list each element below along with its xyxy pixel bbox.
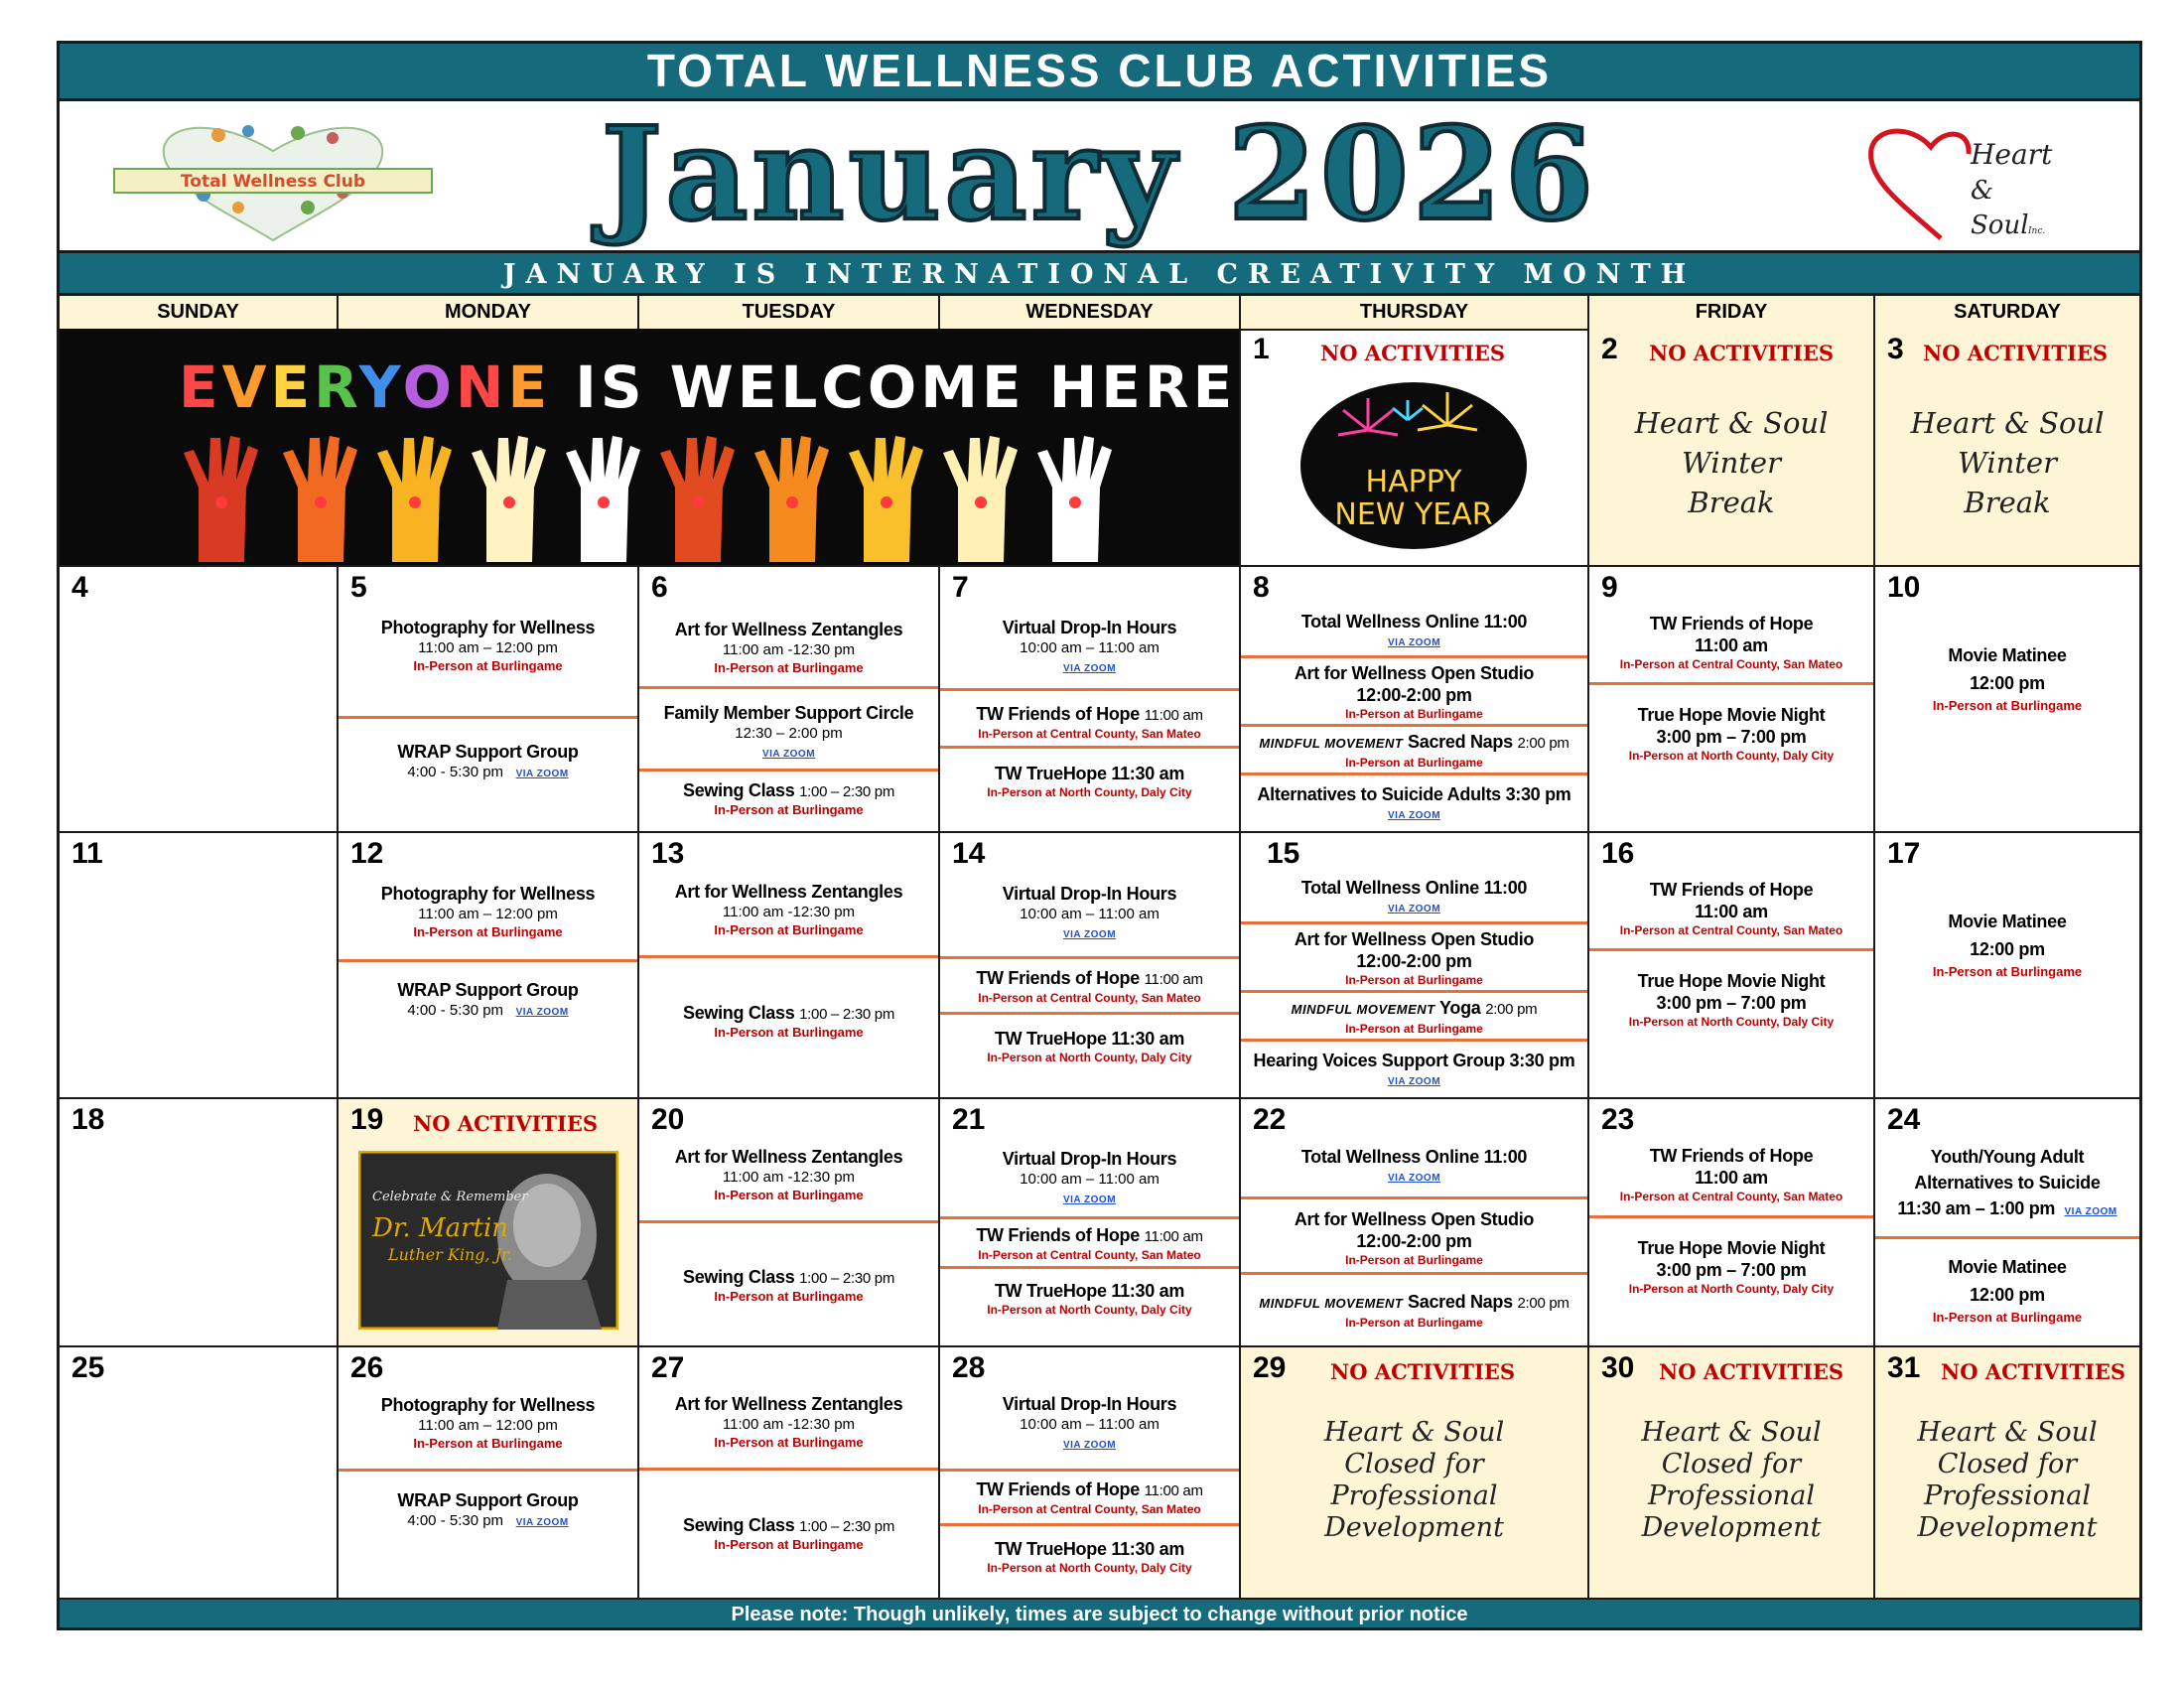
event-sewing: Sewing Class 1:00 – 2:30 pm In-Person at Burlingame [682, 1515, 895, 1552]
event-photography: Photography for Wellness 11:00 am – 12:00 pm In-Person at Burlingame [380, 1395, 596, 1451]
day-number: 25 [71, 1351, 105, 1384]
event-divider [940, 956, 1239, 959]
event-mindful-movement-naps: MINDFUL MOVEMENT Sacred Naps 2:00 pm In-Person at Burlingame [1259, 732, 1570, 770]
event-art-open-studio: Art for Wellness Open Studio 12:00-2:00 pm In-Person at Burlingame [1294, 929, 1535, 987]
day-number: 24 [1887, 1103, 1921, 1136]
day-cell-19 [339, 1099, 639, 1345]
day-cell-23 [1589, 1099, 1875, 1345]
event-tw-truehope: TW TrueHope 11:30 am In-Person at North County, Daly City [987, 1029, 1192, 1064]
weekday-thursday: THURSDAY [1241, 296, 1589, 329]
day-cell-6 [639, 567, 940, 831]
event-virtual-drop-in: Virtual Drop-In Hours 10:00 am – 11:00 am VIA ZOOM [1002, 1394, 1177, 1451]
day-number: 13 [651, 837, 685, 870]
day-number: 30 [1601, 1351, 1635, 1384]
day-cell-11 [60, 833, 339, 1097]
event-tw-friends-of-hope: TW Friends of Hope 11:00 am In-Person at Central County, San Mateo [1619, 880, 1843, 937]
day-cell-27 [639, 1347, 940, 1599]
day-cell-21 [940, 1099, 1241, 1345]
day-number: 17 [1887, 837, 1921, 870]
event-art-open-studio: Art for Wellness Open Studio 12:00-2:00 pm In-Person at Burlingame [1294, 1209, 1535, 1267]
event-truehope-movie-night: True Hope Movie Night 3:00 pm – 7:00 pm In-Person at North County, Daly City [1628, 971, 1835, 1029]
day-cell-31 [1875, 1347, 2139, 1599]
welcome-text: EVERYONE IS WELCOME HERE [179, 353, 1237, 421]
happy-text: HAPPY [1365, 465, 1462, 499]
via-zoom-link[interactable]: VIA ZOOM [515, 1007, 569, 1018]
day-cell-12 [339, 833, 639, 1097]
day-cell-26 [339, 1347, 639, 1599]
event-sewing: Sewing Class 1:00 – 2:30 pm In-Person at Burlingame [682, 1267, 895, 1304]
via-zoom-link[interactable]: VIA ZOOM [761, 749, 816, 760]
day-cell-30 [1589, 1347, 1875, 1599]
event-virtual-drop-in: Virtual Drop-In Hours 10:00 am – 11:00 am VIA ZOOM [1002, 1149, 1177, 1205]
mlk-line-1: Celebrate & Remember [372, 1190, 528, 1204]
event-total-wellness-online: Total Wellness Online 11:00 VIA ZOOM [1300, 612, 1528, 648]
logo-text: Total Wellness Club [180, 172, 366, 192]
event-divider [1241, 990, 1587, 993]
event-divider [1241, 921, 1587, 924]
day-cell-8 [1241, 567, 1589, 831]
day-cell-28 [940, 1347, 1241, 1599]
winter-break-line-3: Break [1688, 486, 1775, 519]
event-divider [940, 746, 1239, 749]
event-movie-matinee: Movie Matinee 12:00 pm In-Person at Burlingame [1932, 645, 2083, 713]
event-virtual-drop-in: Virtual Drop-In Hours 10:00 am – 11:00 am VIA ZOOM [1002, 884, 1177, 940]
no-activities-label: NO ACTIVITIES [1330, 1359, 1515, 1384]
logo-soul-text: Soul [1971, 211, 2029, 240]
weekday-tuesday: TUESDAY [639, 296, 940, 329]
event-divider [639, 1220, 938, 1223]
logo-inc-text: Inc. [2028, 226, 2046, 236]
weekday-monday: MONDAY [339, 296, 639, 329]
day-number: 31 [1887, 1351, 1921, 1384]
day-cell-7 [940, 567, 1241, 831]
day-number: 26 [350, 1351, 384, 1384]
event-tw-friends-of-hope: TW Friends of Hope 11:00 am In-Person at Central County, San Mateo [1619, 614, 1843, 671]
day-cell-22 [1241, 1099, 1589, 1345]
day-number: 8 [1253, 571, 1270, 604]
footer-notice: Please note: Though unlikely, times are subject to change without prior notice [60, 1598, 2139, 1627]
via-zoom-link[interactable]: VIA ZOOM [1062, 663, 1117, 674]
event-divider [1241, 655, 1587, 658]
day-number: 23 [1601, 1103, 1635, 1136]
event-mindful-movement-yoga: MINDFUL MOVEMENT Yoga 2:00 pm In-Person at Burlingame [1291, 998, 1538, 1036]
via-zoom-link[interactable]: VIA ZOOM [1062, 929, 1117, 940]
day-number: 28 [952, 1351, 986, 1384]
day-cell-17 [1875, 833, 2139, 1097]
weekday-friday: FRIDAY [1589, 296, 1875, 329]
event-divider [1241, 1196, 1587, 1199]
day-number: 22 [1253, 1103, 1287, 1136]
winter-break-line-3: Break [1964, 486, 2051, 519]
no-activities-label: NO ACTIVITIES [1923, 341, 2108, 365]
week-row-4 [60, 1099, 2139, 1347]
event-tw-friends-of-hope: TW Friends of Hope 11:00 am In-Person at Central County, San Mateo [976, 1479, 1203, 1516]
mlk-line-3: Luther King, Jr. [388, 1245, 513, 1264]
week-row-1 [60, 329, 2139, 567]
event-alternatives-to-suicide: Alternatives to Suicide Adults 3:30 pm VIA ZOOM [1257, 784, 1571, 821]
event-tw-truehope: TW TrueHope 11:30 am In-Person at North County, Daly City [987, 764, 1192, 799]
closed-line-1: Heart & Soul [1323, 1417, 1505, 1448]
event-divider [940, 1266, 1239, 1269]
day-cell-16 [1589, 833, 1875, 1097]
event-divider [1241, 773, 1587, 775]
event-divider [639, 1468, 938, 1471]
event-divider [940, 1216, 1239, 1219]
event-divider [339, 959, 637, 962]
day-number: 19 [350, 1103, 384, 1136]
day-cell-14 [940, 833, 1241, 1097]
mlk-commemoration-image [358, 1151, 618, 1330]
day-number: 4 [71, 571, 88, 604]
month-title: January 2026 [601, 100, 1598, 249]
event-sewing: Sewing Class 1:00 – 2:30 pm In-Person at Burlingame [682, 780, 895, 817]
event-movie-matinee: Movie Matinee 12:00 pm In-Person at Burlingame [1932, 912, 2083, 979]
day-number: 9 [1601, 571, 1618, 604]
event-art-zentangles: Art for Wellness Zentangles 11:00 am -12:30 pm In-Person at Burlingame [674, 1394, 903, 1450]
event-wrap-support: WRAP Support Group 4:00 - 5:30 pm VIA ZOOM [397, 980, 579, 1019]
via-zoom-link[interactable]: VIA ZOOM [1387, 904, 1441, 914]
event-youth-alternatives-to-suicide: Youth/Young Adult Alternatives to Suicide 11:30 am – 1:00 pm VIA ZOOM [1897, 1147, 2117, 1218]
day-cell-24 [1875, 1099, 2139, 1345]
day-number: 6 [651, 571, 668, 604]
day-cell-15 [1241, 833, 1589, 1097]
day-cell-10 [1875, 567, 2139, 831]
month-header [60, 98, 2139, 253]
creativity-month-banner: JANUARY IS INTERNATIONAL CREATIVITY MONTH [60, 253, 2139, 296]
event-tw-friends-of-hope: TW Friends of Hope 11:00 am In-Person at Central County, San Mateo [976, 968, 1203, 1005]
closed-line-2: Closed for [1661, 1449, 1802, 1479]
closed-line-2: Closed for [1344, 1449, 1484, 1479]
event-tw-truehope: TW TrueHope 11:30 am In-Person at North County, Daly City [987, 1281, 1192, 1317]
weekday-wednesday: WEDNESDAY [940, 296, 1241, 329]
day-number: 21 [952, 1103, 986, 1136]
via-zoom-link[interactable]: VIA ZOOM [1387, 1173, 1441, 1184]
event-divider [1241, 1039, 1587, 1042]
event-art-zentangles: Art for Wellness Zentangles 11:00 am -12:30 pm In-Person at Burlingame [674, 1147, 903, 1202]
closed-line-3: Professional [1647, 1480, 1816, 1511]
closed-line-2: Closed for [1937, 1449, 2078, 1479]
day-number: 18 [71, 1103, 105, 1136]
calendar-title: TOTAL WELLNESS CLUB ACTIVITIES [60, 44, 2139, 98]
welcome-banner [60, 329, 1241, 565]
event-art-zentangles: Art for Wellness Zentangles 11:00 am -12:30 pm In-Person at Burlingame [674, 620, 903, 675]
closed-line-1: Heart & Soul [1917, 1417, 2098, 1448]
raised-hands-illustration [179, 428, 1132, 562]
via-zoom-link[interactable]: VIA ZOOM [2064, 1206, 2117, 1217]
via-zoom-link[interactable]: VIA ZOOM [515, 1517, 569, 1528]
day-number: 10 [1887, 571, 1921, 604]
closed-line-3: Professional [1923, 1480, 2092, 1511]
day-number: 15 [1267, 837, 1300, 870]
day-number: 27 [651, 1351, 685, 1384]
event-photography: Photography for Wellness 11:00 am – 12:00 pm In-Person at Burlingame [380, 618, 596, 673]
event-truehope-movie-night: True Hope Movie Night 3:00 pm – 7:00 pm In-Person at North County, Daly City [1628, 705, 1835, 763]
event-divider [940, 688, 1239, 691]
event-divider [940, 1469, 1239, 1472]
day-cell-20 [639, 1099, 940, 1345]
winter-break-line-2: Winter [1682, 446, 1781, 480]
winter-break-line-1: Heart & Soul [1910, 406, 2105, 440]
week-row-2 [60, 567, 2139, 833]
no-activities-label: NO ACTIVITIES [1649, 341, 1834, 365]
event-tw-friends-of-hope: TW Friends of Hope 11:00 am In-Person at Central County, San Mateo [976, 704, 1203, 741]
day-cell-13 [639, 833, 940, 1097]
event-divider [1241, 724, 1587, 727]
calendar [57, 41, 2142, 1630]
via-zoom-link[interactable]: VIA ZOOM [1062, 1440, 1117, 1451]
heart-and-soul-logo [1861, 119, 2060, 248]
event-virtual-drop-in: Virtual Drop-In Hours 10:00 am – 11:00 am VIA ZOOM [1002, 618, 1177, 674]
winter-break-line-1: Heart & Soul [1634, 406, 1829, 440]
day-number: 1 [1253, 333, 1270, 365]
day-cell-4 [60, 567, 339, 831]
day-cell-25 [60, 1347, 339, 1599]
winter-break-line-2: Winter [1958, 446, 2057, 480]
event-hearing-voices: Hearing Voices Support Group 3:30 pm VIA ZOOM [1253, 1051, 1575, 1087]
event-divider [1875, 1236, 2139, 1239]
event-tw-friends-of-hope: TW Friends of Hope 11:00 am In-Person at Central County, San Mateo [976, 1225, 1203, 1262]
event-mindful-movement-naps: MINDFUL MOVEMENT Sacred Naps 2:00 pm In-Person at Burlingame [1259, 1292, 1570, 1330]
day-number: 16 [1601, 837, 1635, 870]
day-number: 5 [350, 571, 367, 604]
event-art-open-studio: Art for Wellness Open Studio 12:00-2:00 pm In-Person at Burlingame [1294, 663, 1535, 721]
event-divider [1241, 1272, 1587, 1275]
event-sewing: Sewing Class 1:00 – 2:30 pm In-Person at Burlingame [682, 1003, 895, 1040]
event-divider [639, 769, 938, 772]
event-truehope-movie-night: True Hope Movie Night 3:00 pm – 7:00 pm In-Person at North County, Daly City [1628, 1238, 1835, 1296]
day-number: 29 [1253, 1351, 1287, 1384]
new-year-text: NEW YEAR [1334, 497, 1493, 532]
event-divider [1589, 1215, 1873, 1218]
event-divider [639, 686, 938, 689]
event-photography: Photography for Wellness 11:00 am – 12:00 pm In-Person at Burlingame [380, 884, 596, 939]
weekday-header-row [60, 296, 2139, 331]
event-divider [339, 1469, 637, 1472]
event-wrap-support: WRAP Support Group 4:00 - 5:30 pm VIA ZOOM [397, 742, 579, 780]
day-number: 3 [1887, 333, 1904, 365]
no-activities-label: NO ACTIVITIES [413, 1111, 598, 1136]
weekday-sunday: SUNDAY [60, 296, 339, 329]
closed-line-4: Development [1917, 1512, 2098, 1543]
closed-line-4: Development [1324, 1512, 1504, 1543]
event-family-support: Family Member Support Circle 12:30 – 2:00 pm VIA ZOOM [663, 703, 914, 760]
day-number: 12 [350, 837, 384, 870]
closed-line-3: Professional [1330, 1480, 1498, 1511]
happy-new-year-fireworks-image [1298, 380, 1529, 551]
event-total-wellness-online: Total Wellness Online 11:00 VIA ZOOM [1300, 878, 1528, 914]
event-movie-matinee: Movie Matinee 12:00 pm In-Person at Burlingame [1932, 1257, 2083, 1325]
day-cell-2 [1589, 329, 1875, 565]
event-divider [339, 716, 637, 719]
event-divider [639, 955, 938, 958]
day-number: 14 [952, 837, 986, 870]
via-zoom-link[interactable]: VIA ZOOM [1387, 810, 1441, 821]
day-number: 7 [952, 571, 969, 604]
no-activities-label: NO ACTIVITIES [1320, 341, 1505, 365]
mlk-line-2: Dr. Martin [372, 1213, 509, 1243]
day-cell-1 [1241, 329, 1589, 565]
week-row-5 [60, 1347, 2139, 1599]
logo-amp-text: & [1971, 176, 1994, 206]
day-cell-29 [1241, 1347, 1589, 1599]
event-divider [1589, 948, 1873, 951]
day-cell-9 [1589, 567, 1875, 831]
logo-heart-text: Heart [1971, 138, 2053, 171]
event-tw-friends-of-hope: TW Friends of Hope 11:00 am In-Person at Central County, San Mateo [1619, 1146, 1843, 1203]
day-cell-5 [339, 567, 639, 831]
day-number: 2 [1601, 333, 1618, 365]
weekday-saturday: SATURDAY [1875, 296, 2139, 329]
no-activities-label: NO ACTIVITIES [1659, 1359, 1843, 1384]
day-cell-18 [60, 1099, 339, 1345]
event-art-zentangles: Art for Wellness Zentangles 11:00 am -12:30 pm In-Person at Burlingame [674, 882, 903, 937]
week-row-3 [60, 833, 2139, 1099]
via-zoom-link[interactable]: VIA ZOOM [1387, 1076, 1441, 1087]
via-zoom-link[interactable]: VIA ZOOM [1062, 1195, 1117, 1205]
closed-line-1: Heart & Soul [1641, 1417, 1822, 1448]
event-divider [1589, 682, 1873, 685]
no-activities-label: NO ACTIVITIES [1941, 1359, 2125, 1384]
event-divider [940, 1012, 1239, 1015]
day-cell-3 [1875, 329, 2139, 565]
event-total-wellness-online: Total Wellness Online 11:00 VIA ZOOM [1300, 1147, 1528, 1184]
day-number: 20 [651, 1103, 685, 1136]
day-number: 11 [71, 837, 103, 870]
event-wrap-support: WRAP Support Group 4:00 - 5:30 pm VIA ZOOM [397, 1490, 579, 1529]
event-tw-truehope: TW TrueHope 11:30 am In-Person at North County, Daly City [987, 1539, 1192, 1575]
via-zoom-link[interactable]: VIA ZOOM [1387, 637, 1441, 648]
event-divider [940, 1523, 1239, 1526]
via-zoom-link[interactable]: VIA ZOOM [515, 769, 569, 779]
closed-line-4: Development [1641, 1512, 1822, 1543]
